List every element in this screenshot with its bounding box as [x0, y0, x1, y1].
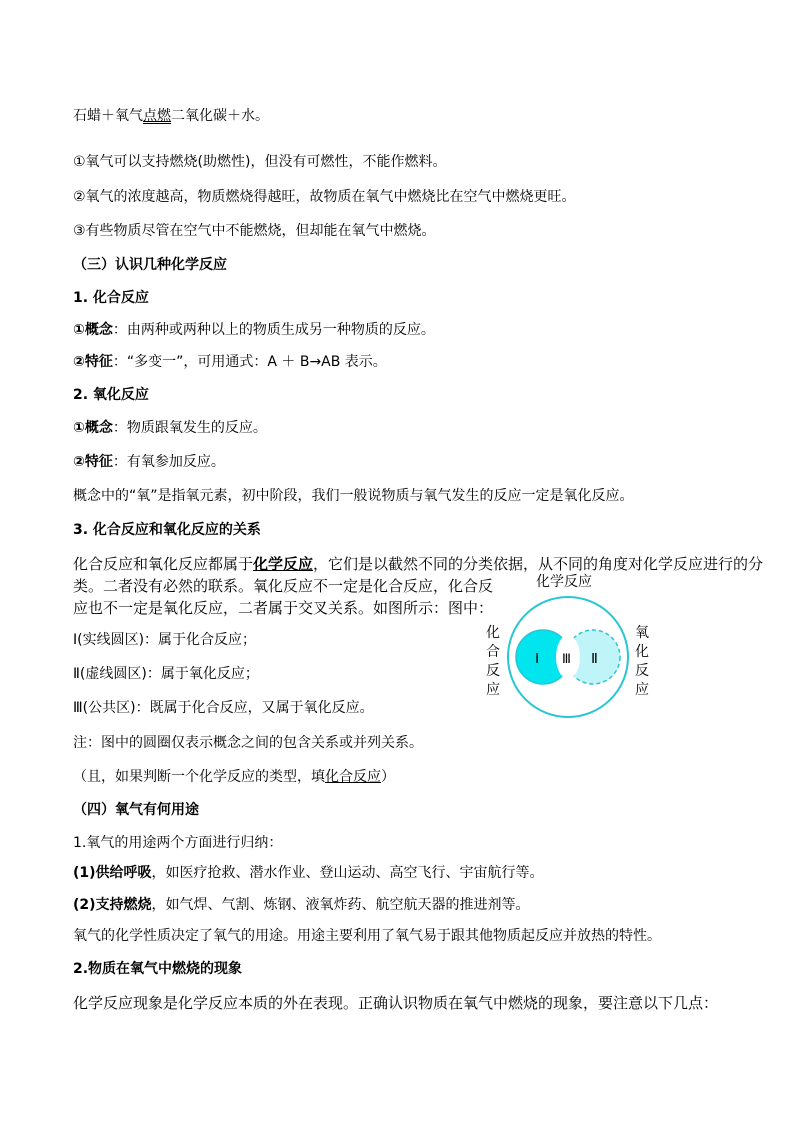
venn-diagram-svg: [478, 570, 668, 720]
concept-label: ①概念: [73, 322, 113, 338]
relationship-line-2: 类。二者没有必然的联系。氧化反应不一定是化合反应，化合反: [73, 577, 494, 595]
uses-summary-line: 氧气的化学性质决定了氧气的用途。用途主要利用了氧气易于跟其他物质起反应并放热的特性。: [73, 928, 661, 944]
right-label-char: 化: [635, 644, 649, 660]
relationship-line-3: 应也不一定是氧化反应，二者属于交叉关系。如图所示：图中：: [73, 599, 494, 617]
feature-label: ②特征: [73, 454, 113, 470]
region-label-middle: Ⅲ: [562, 651, 571, 666]
judgement-text-c: ）: [381, 769, 395, 785]
combination-feature-line: [73, 352, 387, 372]
subheading-combination-reaction: 1. 化合反应: [73, 290, 149, 306]
subheading-relationship: 3. 化合反应和氧化反应的关系: [73, 522, 261, 538]
combination-reaction-answer: 化合反应: [325, 769, 381, 785]
uses-intro-line: 1.氧气的用途两个方面进行归纳：: [73, 835, 283, 851]
phenomena-intro-line: 化学反应现象是化学反应本质的外在表现。正确认识物质在氧气中燃烧的现象，要注意以下几点：: [73, 994, 719, 1012]
concept-label: ①概念: [73, 420, 113, 436]
left-label-char: 化: [486, 625, 500, 641]
use-combustion-label: (2)支持燃烧: [73, 897, 152, 913]
chemical-reaction-term: 化学反应: [253, 555, 314, 573]
judgement-text-a: （且，如果判断一个化学反应的类型，填: [73, 769, 325, 785]
feature-label: ②特征: [73, 354, 113, 370]
equation-condition: 点燃: [143, 108, 171, 124]
concept-text: ：由两种或两种以上的物质生成另一种物质的反应。: [112, 322, 435, 338]
note-line-1: ①氧气可以支持燃烧(助燃性)，但没有可燃性，不能作燃料。: [73, 154, 447, 170]
combination-concept-line: [73, 320, 435, 340]
note-line-3: ③有些物质尽管在空气中不能燃烧，但却能在氧气中燃烧。: [73, 223, 436, 239]
use-combustion-line: [73, 895, 530, 915]
oxidation-concept-line: [73, 418, 267, 438]
venn-diagram: [478, 570, 668, 720]
region-1-line: Ⅰ(实线圆区)：属于化合反应；: [73, 632, 257, 648]
use-respiration-line: [73, 863, 544, 883]
equation-line: [73, 106, 269, 126]
equation-products: 二氧化碳＋水。: [171, 108, 269, 124]
feature-text: ：“多变一”，可用通式：A ＋ B→AB 表示。: [112, 354, 387, 370]
judgement-line: [73, 767, 395, 787]
subheading-burning-phenomena: 2.物质在氧气中燃烧的现象: [73, 961, 243, 977]
right-label-char: 反: [635, 663, 649, 679]
relationship-text-a: 化合反应和氧化反应都属于: [73, 555, 254, 573]
region-label-right: Ⅱ: [591, 652, 598, 667]
section-heading-3: （三）认识几种化学反应: [73, 257, 227, 273]
left-label-char: 合: [486, 644, 500, 660]
right-label-char: 应: [635, 682, 649, 698]
right-label-char: 氧: [635, 625, 649, 641]
use-combustion-text: ，如气焊、气割、炼钢、液氧炸药、航空航天器的推进剂等。: [151, 897, 530, 913]
note-line-2: ②氧气的浓度越高，物质燃烧得越旺，故物质在氧气中燃烧比在空气中燃烧更旺。: [73, 189, 576, 205]
use-respiration-text: ，如医疗抢救、潜水作业、登山运动、高空飞行、宇宙航行等。: [151, 865, 544, 881]
feature-text: ：有氧参加反应。: [112, 454, 225, 470]
left-vertical-label: [486, 625, 500, 698]
right-vertical-label: [635, 625, 649, 698]
region-3-line: Ⅲ(公共区)：既属于化合反应，又属于氧化反应。: [73, 700, 374, 716]
left-label-char: 反: [486, 663, 500, 679]
diagram-note-line: 注：图中的圆圈仅表示概念之间的包含关系或并列关系。: [73, 735, 423, 751]
region-label-left: Ⅰ: [535, 652, 540, 667]
use-respiration-label: (1)供给呼吸: [73, 865, 152, 881]
region-2-line: Ⅱ(虚线圆区)：属于氧化反应；: [73, 666, 259, 682]
outer-label: 化学反应: [536, 574, 592, 590]
concept-text: ：物质跟氧发生的反应。: [112, 420, 267, 436]
oxygen-element-note: 概念中的“氧”是指氧元素，初中阶段，我们一般说物质与氧气发生的反应一定是氧化反应。: [73, 488, 634, 504]
left-label-char: 应: [486, 682, 500, 698]
relationship-text-c: ，它们是以截然不同的分类依据，从不同的角度对化学反应进行的分: [313, 555, 764, 573]
section-heading-4: （四）氧气有何用途: [73, 802, 199, 818]
oxidation-feature-line: [73, 452, 225, 472]
subheading-oxidation-reaction: 2. 氧化反应: [73, 387, 149, 403]
equation-reactants: 石蜡＋氧气: [73, 108, 143, 124]
